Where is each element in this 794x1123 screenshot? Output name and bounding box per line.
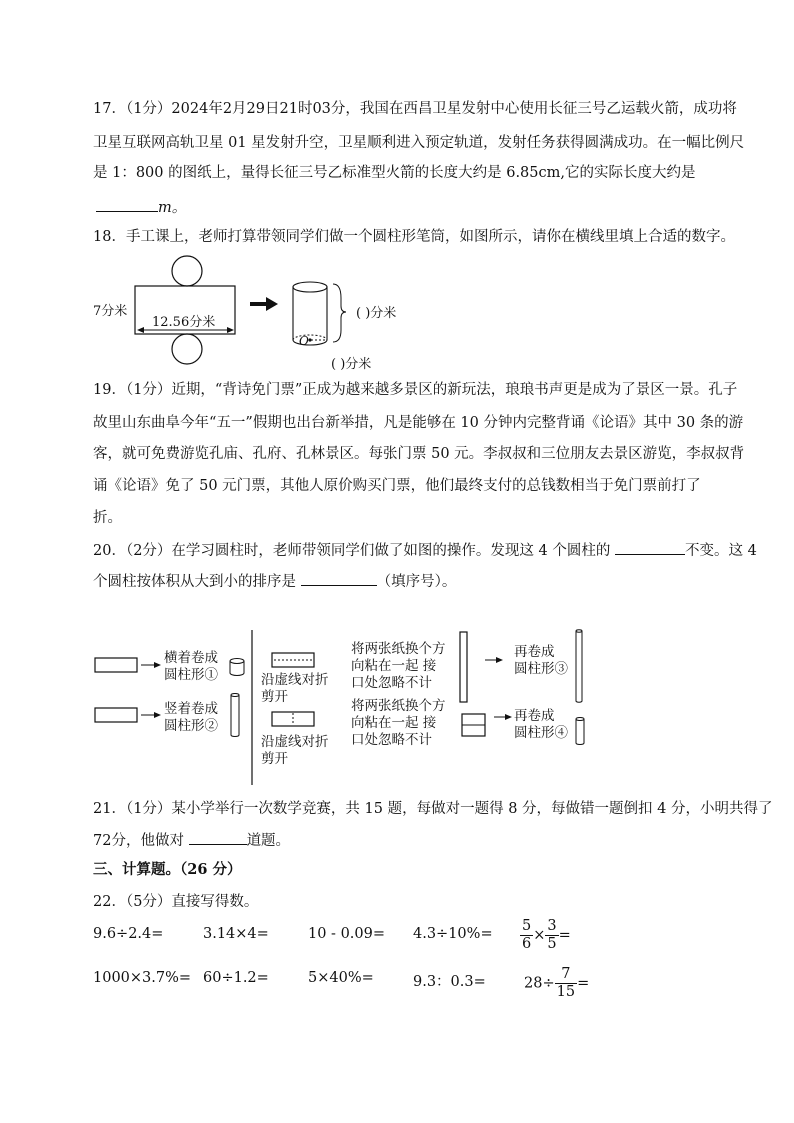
center-label: O xyxy=(299,334,309,348)
paper-1 xyxy=(95,658,137,672)
fig-c1: 沿虚线对折 xyxy=(261,672,329,688)
calc-fraction-item: 28÷ $\frac{7}{15}$ = xyxy=(524,966,590,1000)
fig-c2: 剪开 xyxy=(261,689,288,705)
section-3-heading: 三、计算题。（26 分） xyxy=(93,861,242,878)
fig-g2: 向粘在一起 接 xyxy=(351,715,437,731)
calc-item: 10 - 0.09= xyxy=(308,926,386,942)
q19-line3: 客，就可免费游览孔庙、孔府、孔林景区。每张门票 50 元。李叔叔和三位朋友去景区游览，李叔叔背 xyxy=(93,446,745,462)
q19-line4: 诵《论语》免了 50 元门票，其他人原价购买门票，他们最终支付的总钱数相当于免门票前打了 xyxy=(93,478,701,494)
calc-item: 3.14×4= xyxy=(203,926,269,942)
width-label: 12.56分米 xyxy=(152,315,216,330)
q21-line1: 21．（1分）某小学举行一次数学竞赛，共 15 题，每做对一题得 8 分，每做错一题倒扣 4 分，小明共得了 xyxy=(93,801,773,817)
arrow-icon xyxy=(496,657,503,663)
q21-line2-tail: 道题。 xyxy=(246,833,291,849)
q18-line1: 18．手工课上，老师打算带领同学们做一个圆柱形笔筒，如图所示，请你在横线里填上合适的数字。 xyxy=(93,229,735,245)
q18-cylinder-net-figure xyxy=(90,252,440,374)
long-strip xyxy=(460,632,467,702)
q21-line2 xyxy=(93,829,290,851)
calc-item: 5×40%= xyxy=(308,970,374,986)
fig-b2: 圆柱形② xyxy=(164,718,218,734)
q20-line1-text: 20．（2分）在学习圆柱时，老师带领同学们做了如图的操作。发现这 4 个圆柱的 xyxy=(93,543,611,559)
q20-line1-tail: 不变。这 4 xyxy=(684,543,757,559)
q17-line1: 17．（1分）2024年2月29日21时03分，我国在西昌卫星发射中心使用长征三号乙运载火箭，成功将 xyxy=(93,101,737,117)
calc-item: 60÷1.2= xyxy=(203,970,269,986)
q20-paper-rolling-figure xyxy=(90,625,600,790)
fraction: $\frac{5}{6}$ xyxy=(522,918,532,952)
q20-blank-1[interactable] xyxy=(615,539,685,555)
width-arrow-left xyxy=(137,327,144,333)
calc-item: 1000×3.7%= xyxy=(93,970,192,986)
calc-item: 4.3÷10%= xyxy=(413,926,493,942)
fig-h1: 再卷成 xyxy=(514,708,555,724)
cylinder-4 xyxy=(576,743,584,745)
q20-line2-text: 个圆柱按体积从大到小的排序是 xyxy=(93,574,296,590)
height-blank-label: ( )分米 xyxy=(356,306,397,321)
cylinder-top-ellipse xyxy=(293,282,327,292)
fraction: $\frac{3}{5}$ xyxy=(547,918,557,952)
calc-item: 9.3：0.3= xyxy=(413,974,486,990)
fig-e1: 再卷成 xyxy=(514,644,555,660)
fig-d1: 将两张纸换个方 xyxy=(351,641,446,657)
fig-f2: 剪开 xyxy=(261,751,288,767)
cylinder-1 xyxy=(230,673,244,676)
fig-f1: 沿虚线对折 xyxy=(261,734,329,750)
q17-line3: 是 1：800 的图纸上，量得长征三号乙标准型火箭的长度大约是 6.85cm,它的实际长度大约是 xyxy=(93,165,696,181)
fig-d2: 向粘在一起 接 xyxy=(351,658,437,674)
fig-g1: 将两张纸换个方 xyxy=(351,698,446,714)
arrow-head-icon xyxy=(266,297,278,311)
net-bottom-circle xyxy=(172,334,202,364)
q20-blank-2[interactable] xyxy=(301,570,377,586)
width-arrow-right xyxy=(227,327,234,333)
q17-line2: 卫星互联网高轨卫星 01 星发射升空，卫星顺利进入预定轨道，发射任务获得圆满成功。在一幅比例尺 xyxy=(93,135,745,151)
q17-unit: m。 xyxy=(158,200,187,216)
q17-answer-blank[interactable] xyxy=(96,196,158,212)
fig-g3: 口处忽略不计 xyxy=(351,732,432,748)
height-brace xyxy=(333,284,346,342)
fig-a2: 圆柱形① xyxy=(164,667,218,683)
arrow-icon xyxy=(154,662,161,668)
fig-h2: 圆柱形④ xyxy=(514,725,568,741)
q20-line2 xyxy=(93,570,456,592)
fig-d3: 口处忽略不计 xyxy=(351,675,432,691)
fraction: $\frac{7}{15}$ xyxy=(556,966,576,1000)
paper-2 xyxy=(95,708,137,722)
arrow-icon xyxy=(154,712,161,718)
calc-fraction-item: $\frac{5}{6}$ × $\frac{3}{5}$ = xyxy=(522,918,571,952)
cylinder-3 xyxy=(576,701,582,702)
cylinder-2 xyxy=(231,735,239,737)
net-top-circle xyxy=(172,256,202,286)
fig-e2: 圆柱形③ xyxy=(514,661,568,677)
height-label: 7分米 xyxy=(93,304,128,319)
q21-line2-text: 72分，他做对 xyxy=(93,833,184,849)
q19-line5: 折。 xyxy=(93,510,122,526)
arrow-icon xyxy=(505,714,512,720)
q19-line2: 故里山东曲阜今年“五一”假期也出台新举措，凡是能够在 10 分钟内完整背诵《论语》其中 30 条的游 xyxy=(93,415,744,431)
calc-item: 9.6÷2.4= xyxy=(93,926,164,942)
q21-answer-blank[interactable] xyxy=(189,829,247,845)
q22-title: 22．（5分）直接写得数。 xyxy=(93,894,259,910)
q20-line1 xyxy=(93,539,757,561)
q17-answer-line xyxy=(96,196,186,218)
fig-b1: 竖着卷成 xyxy=(164,701,218,717)
diameter-blank-label: ( )分米 xyxy=(331,357,372,372)
fig-a1: 横着卷成 xyxy=(164,650,218,666)
q20-line2-tail: （填序号）。 xyxy=(376,574,457,590)
q19-line1: 19．（1分）近期，“背诗免门票”正成为越来越多景区的新玩法，琅琅书声更是成为了景区一景。孔子 xyxy=(93,382,738,398)
